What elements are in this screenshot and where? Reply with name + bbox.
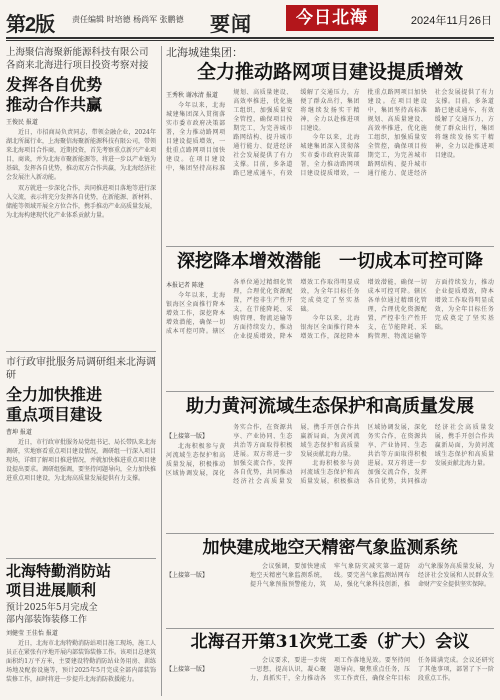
story-divider [166, 628, 494, 629]
main-story-1 [166, 46, 494, 250]
left-column [6, 46, 156, 696]
story-body: 近日，市招商局负责同志，带领金融企业，2024年湖北所属行业，上海聚信海聚新能源科技有限公司，带领来北海项目合作商，近期投资，首先考察重点新兴产业项目，商谈，并为北海市聚新能源等，将进一步以产业链为基础，发挥各自优势，推动双方合作共赢，为北海经济社会发展注入新动能。 [6, 129, 156, 181]
story-headline-line2: 项目进展顺利 [6, 581, 97, 599]
story-kicker: 北海城建集团： [166, 46, 243, 59]
main-story-3 [166, 395, 494, 531]
story-body: 近日，北海市北海特勤消防站项目施工现场，施工人员正在紧张有序地开展内部装饰装修工作。该项目总建筑面积约1万平方米，主要建设特勤消防站业务用房、训练场地及配套设施等，预计2025年5月完成全部内部装饰装修工作，届时将进一步提升北海消防救援能力。 [6, 640, 156, 683]
story-headline: 全力加快推进 [6, 385, 103, 404]
main-story-2 [166, 250, 494, 388]
story-byline: 王俊民 报道 [6, 119, 38, 126]
story-body: 北海积极参与黄河流域生态保护和高质量发展，积极推动区域协调发展，深化务实合作，在资源共享、产业协同、生态共治等方面取得积极进展。双方将进一步加强交流合作，发挥各自优势，共同推动经济社会高质量发展，携手开创合作共赢新局面，为黄河流域生态保护和高质量发展贡献北海力量。 [166, 424, 360, 485]
story-divider [6, 351, 156, 352]
story-headline: 全力推动路网项目建设提质增效 [196, 61, 463, 83]
story-subtitle: 预计2025年5月完成全 [6, 603, 98, 613]
left-story-3 [6, 562, 156, 696]
left-story-2 [6, 356, 156, 556]
story-headline-line2: 推动合作共赢 [6, 95, 103, 114]
header-rule-thin [6, 40, 494, 41]
story-body-repeat: 今年以来，北海城建集团深入贯彻落实市委市政府决策部署，全力推动路网项目建设提质增效，一批重点路网项目加快建设。在项目建设中，集团坚持高标准规划、高质量建设、高效率推进，优化施工组织，加强质量安全管控，确保项目按期完工，为完善城市路网结构、提升城市通行能力、促进经济社会发展提供了有力支撑。目前，多条道路已建成通车，有效缓解了交通压力，方便了群众出行，集团将继续发扬实干精神，全力以赴推进项目建设。 [300, 89, 494, 177]
story-body-columns [166, 562, 494, 622]
story-headline: 助力黄河流域生态保护和高质量发展 [186, 396, 474, 417]
continued-tag: 【上接第一版】 [166, 666, 209, 673]
story-divider [166, 533, 494, 534]
main-column [166, 46, 494, 696]
story-headline: 发挥各自优势 [6, 75, 103, 94]
story-headline: 加快建成地空天精密气象监测系统 [202, 538, 458, 558]
header-rule [6, 37, 494, 39]
story-body-repeat: 北海积极参与黄河流域生态保护和高质量发展，积极推动区域协调发展，深化务实合作，在资源共享、产业协同、生态共治等方面取得积极进展。双方将进一步加强交流合作，发挥各自优势，共同推动经济社会高质量发展，携手开创合作共赢新局面，为黄河流域生态保护和高质量发展贡献北海力量。 [300, 424, 494, 485]
page-header [0, 0, 500, 40]
story-body: 会议强调，要加快建成地空天精密气象监测系统，提升气象预报预警能力，筑牢气象防灾减灾第一道防线。要完善气象监测站网布局，强化气象科技创新，推动气象服务高质量发展，为经济社会发展和人民群众生命财产安全提供坚实保障。 [250, 563, 494, 588]
newspaper-logo: 今日北海 [286, 5, 378, 31]
continued-tag: 【上接第一版】 [166, 433, 209, 440]
issue-date: 2024年11月26日 [410, 15, 492, 27]
story-body-repeat: 今年以来，北海银海区全面推行降本增效工作，深挖降本增效潜能，确保一切成本可控可降。辖区各单位通过精细化管理，合理优化资源配置，严控非生产性开支，在节能降耗、采购管理、物流运输等方面持续发力，推动企业提质增效，降本增效工作取得明显成效，为全年目标任务完成奠定了坚实基础。 [300, 279, 494, 340]
continued-tag: 【上接第一版】 [166, 572, 209, 579]
story-body: 今年以来，北海银海区全面推行降本增效工作，深挖降本增效潜能，确保一切成本可控可降。辖区各单位通过精细化管理，合理优化资源配置，严控非生产性开支，在节能降耗、采购管理、物流运输等方面持续发力，推动企业提质增效，降本增效工作取得明显成效，为全年目标任务完成奠定了坚实基础。 [166, 279, 360, 340]
story-divider [166, 391, 494, 392]
story-body: 今年以来，北海城建集团深入贯彻落实市委市政府决策部署，全力推动路网项目建设提质增效，一批重点路网项目加快建设。在项目建设中，集团坚持高标准规划、高质量建设、高效率推进，优化施工组织，加强质量安全管控，确保项目按期完工，为完善城市路网结构、提升城市通行能力、促进经济社会发展提供了有力支撑。目前，多条道路已建成通车，有效缓解了交通压力，方便了群众出行，集团将继续发扬实干精神，全力以赴推进项目建设。 [166, 89, 360, 177]
story-byline: 刘健莹 王佳怡 报道 [6, 630, 58, 637]
story-byline: 本报记者 陈建 [166, 282, 204, 289]
story-headline: 深挖降本增效潜能 一切成本可控可降 [177, 251, 483, 272]
story-headline-line2: 重点项目建设 [6, 405, 103, 424]
story-divider [6, 558, 156, 559]
editor-credits: 责任编辑 时培德 杨尚军 张鹏德 [72, 15, 184, 24]
story-headline: 北海特勤消防站 [6, 562, 112, 580]
left-story-1 [6, 46, 156, 220]
story-byline: 王秀秋 谢冰清 报道 [166, 92, 218, 99]
story-byline: 曹坤 报道 [6, 429, 32, 436]
main-story-5 [166, 631, 494, 696]
story-subtitle-line2: 部内部装饰装修工作 [6, 615, 88, 625]
column-divider [161, 46, 162, 696]
story-body-columns [166, 423, 494, 531]
story-body-columns [166, 278, 494, 388]
story-body: 会议要求，要进一步统一思想，提高认识，凝心聚力，真抓实干，全力推动各项工作落地见效。要坚持问题导向，聚焦重点任务，压实工作责任，确保全年目标任务圆满完成。会议还研究了其他事项，部署了下一阶段重点工作。 [250, 657, 494, 682]
story-headline: 北海召开第31次党工委（扩大）会议 [190, 632, 470, 652]
story-body-2: 双方就进一步深化合作，共同推进项目落地等进行深入交流，表示将充分发挥各自优势，在新能源、新材料、储能等领域开展全方位合作，携手推动产业高质量发展，为北海构建现代化产业体系贡献力量。 [6, 185, 156, 219]
story-divider [166, 246, 494, 247]
main-story-4 [166, 537, 494, 622]
edition-number: 第2版 [6, 14, 55, 36]
story-body: 近日，市行政审批服务局党组书记、局长带队来北海调研，实地察看重点项目建设情况，调研组一行深入项目现场，详细了解项目推进情况，并就加快推进重点项目建设提出要求。调研组强调，要坚持问题导向，全力加快推进重点项目建设，为北海高质量发展提供有力支撑。 [6, 439, 156, 482]
story-body-columns [166, 88, 494, 250]
story-body-columns [166, 656, 494, 696]
story-kicker: 上海聚信海聚新能源科技有限公司各商来北海进行项目投资考察对接 [6, 47, 149, 71]
story-kicker: 市行政审批服务局调研组来北海调研 [6, 357, 156, 381]
section-title: 要闻 [210, 12, 252, 36]
